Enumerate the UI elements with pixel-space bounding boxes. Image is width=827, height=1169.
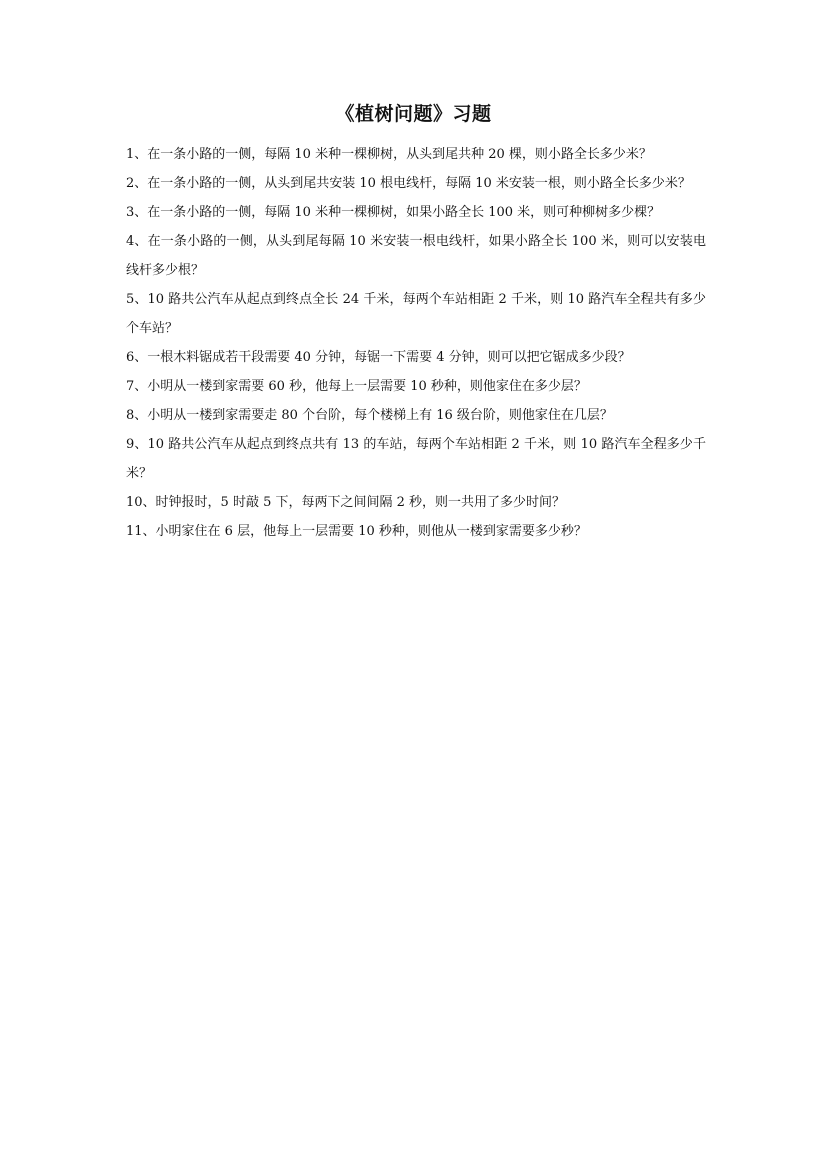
question-item: 4、在一条小路的一侧，从头到尾每隔 10 米安装一根电线杆，如果小路全长 100 米，则可以安装电线杆多少根？ [126,234,706,278]
question-item: 10、时钟报时，5 时敲 5 下，每两下之间间隔 2 秒，则一共用了多少时间？ [126,495,566,510]
question-item: 7、小明从一楼到家需要 60 秒，他每上一层需要 10 秒种，则他家住在多少层？ [126,379,587,394]
question-item: 3、在一条小路的一侧，每隔 10 米种一棵柳树，如果小路全长 100 米，则可种柳树多少棵？ [126,205,661,220]
question-item: 8、小明从一楼到家需要走 80 个台阶，每个楼梯上有 16 级台阶，则他家住在几层？ [126,408,613,423]
question-item: 11、小明家住在 6 层，他每上一层需要 10 秒种，则他从一楼到家需要多少秒？ [126,524,587,539]
question-item: 9、10 路共公汽车从起点到终点共有 13 的车站，每两个车站相距 2 千米，则 10 路汽车全程多少千米？ [126,437,706,481]
document-title: 《植树问题》习题 [335,103,492,125]
question-item: 6、一根木料锯成若干段需要 40 分钟，每锯一下需要 4 分钟，则可以把它锯成多少段？ [126,350,631,365]
question-list [126,140,706,546]
question-item: 5、10 路共公汽车从起点到终点全长 24 千米，每两个车站相距 2 千米，则 10 路汽车全程共有多少个车站？ [126,292,706,336]
question-item: 2、在一条小路的一侧，从头到尾共安装 10 根电线杆，每隔 10 米安装一根，则小路全长多少米？ [126,176,691,191]
question-item: 1、在一条小路的一侧，每隔 10 米种一棵柳树，从头到尾共种 20 棵，则小路全长多少米？ [126,147,652,162]
